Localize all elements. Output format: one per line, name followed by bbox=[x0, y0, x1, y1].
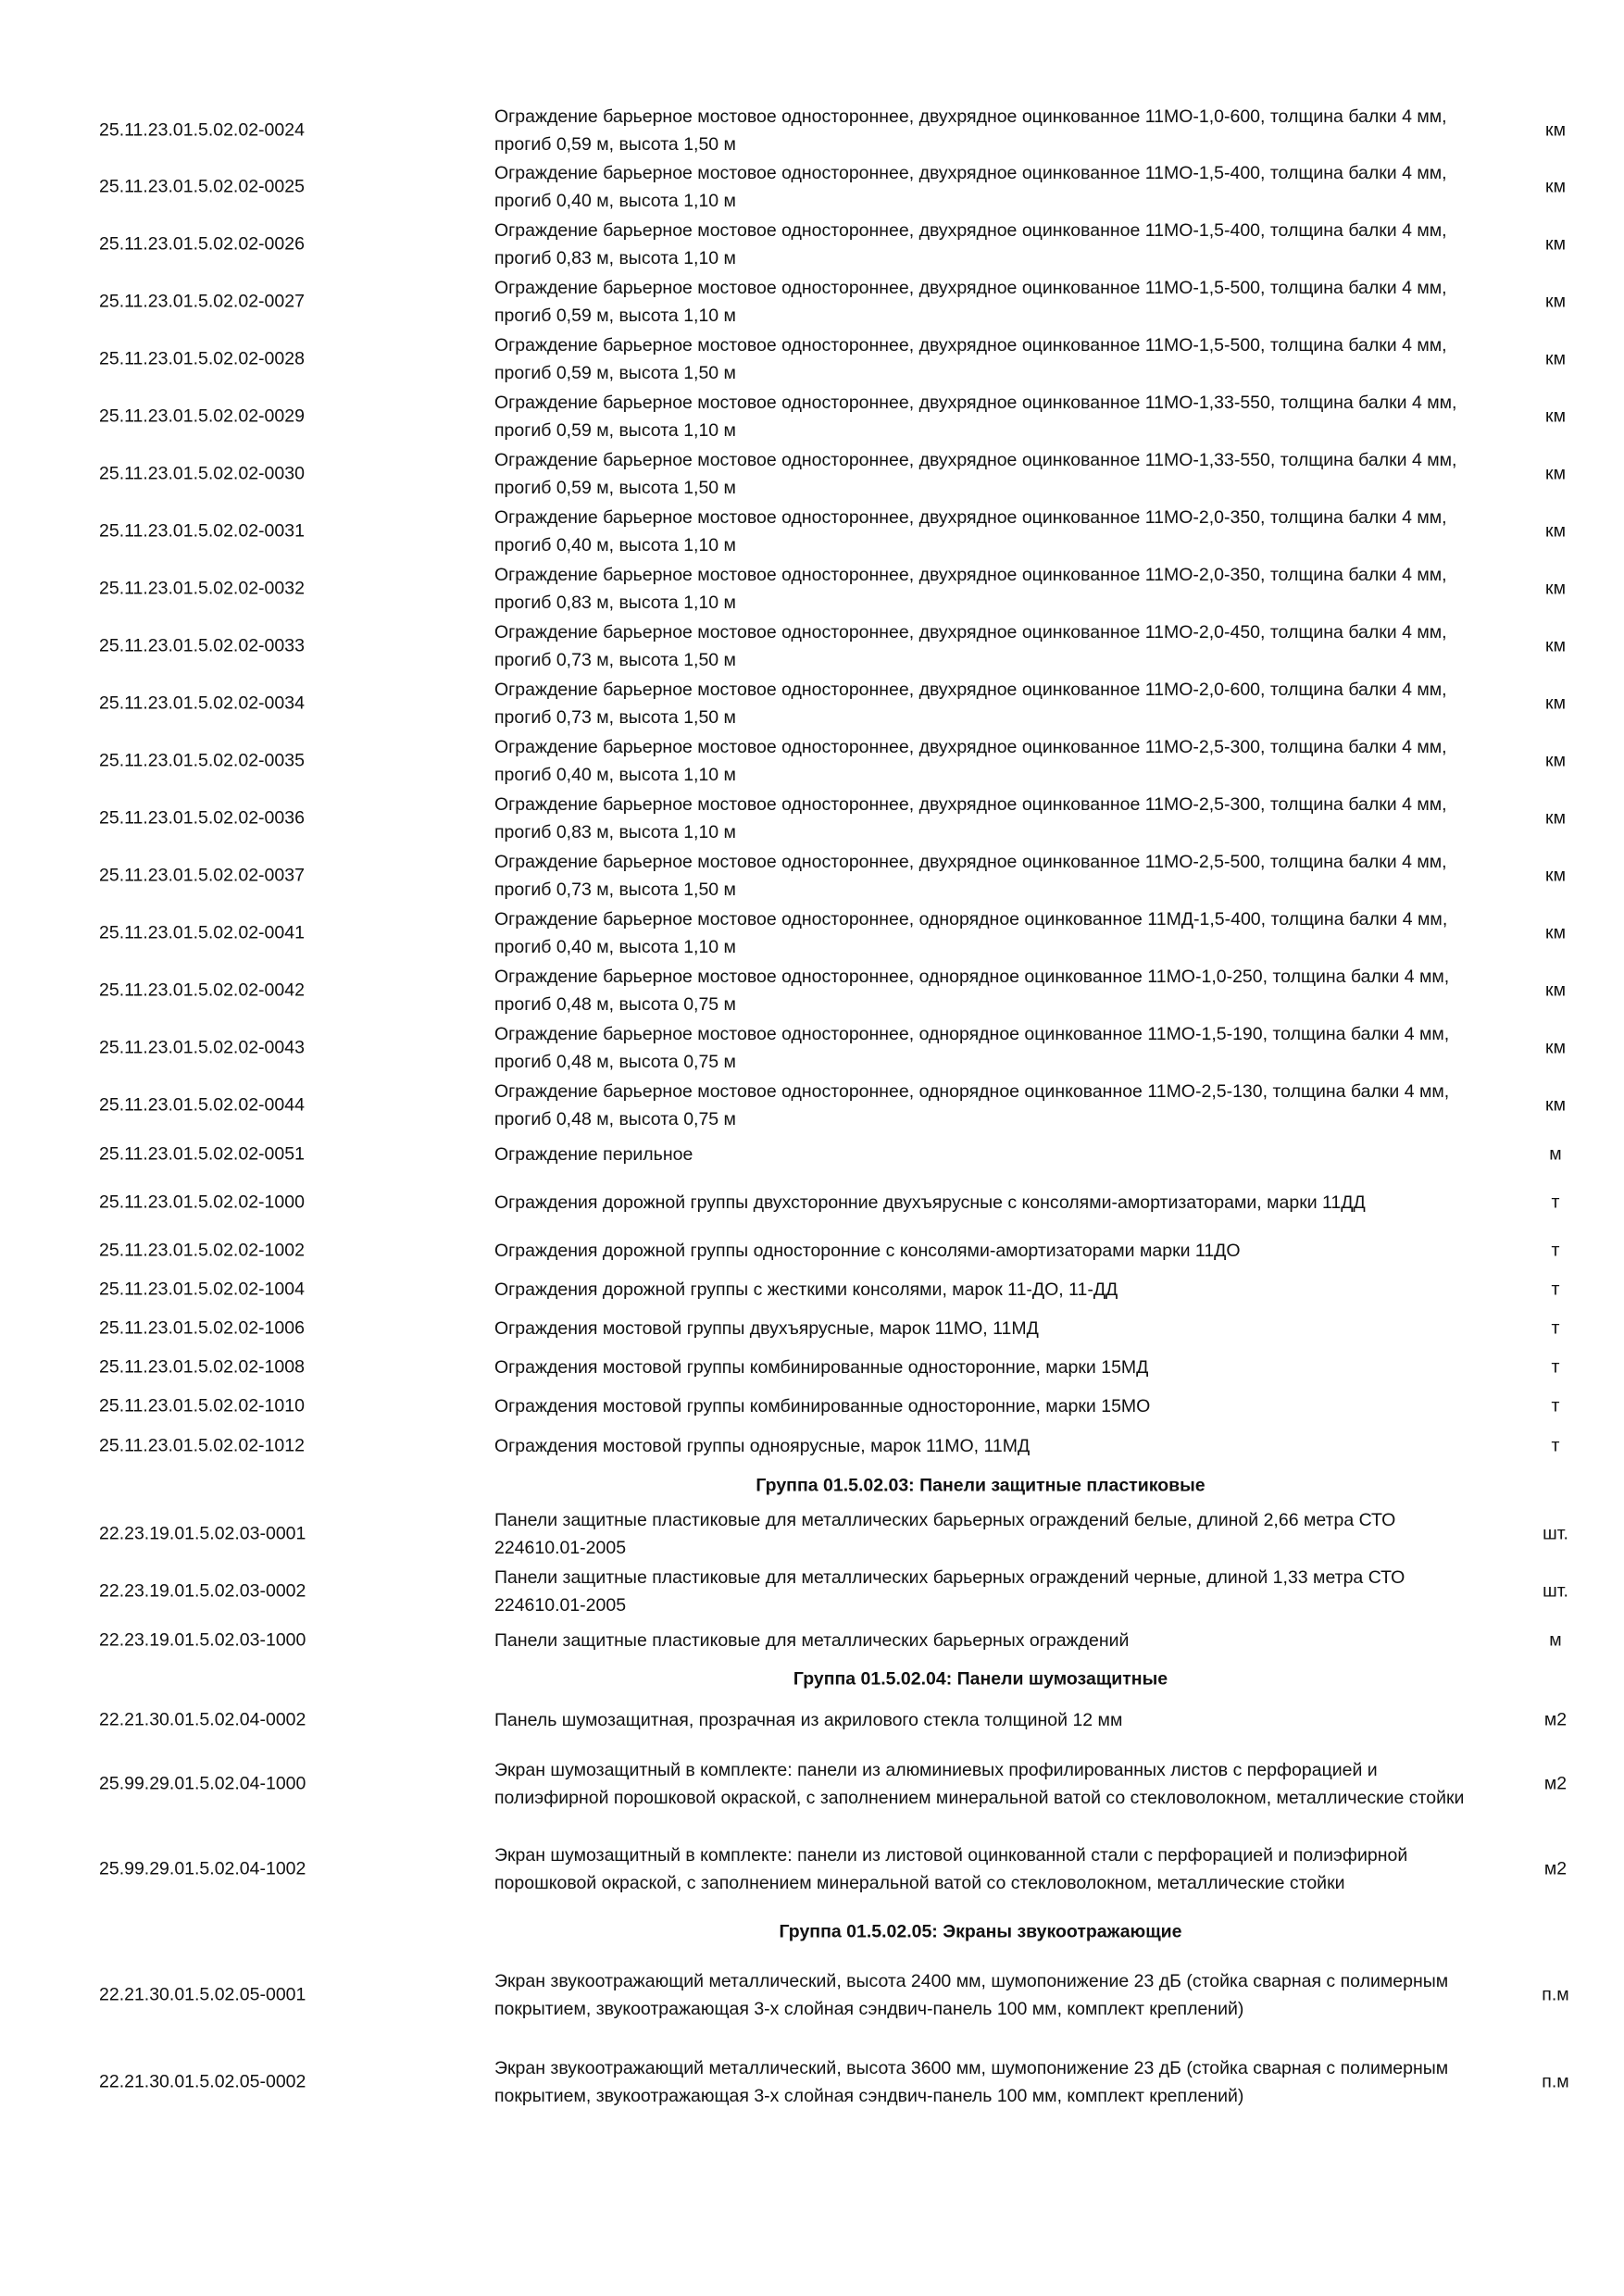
table-row bbox=[0, 560, 1624, 618]
item-unit: км bbox=[1545, 693, 1566, 714]
table-row bbox=[0, 102, 1624, 158]
table-row bbox=[0, 790, 1624, 847]
group-title: Группа 01.5.02.03: Панели защитные пластиковые bbox=[756, 1475, 1206, 1495]
item-code: 25.11.23.01.5.02.02-0037 bbox=[99, 865, 305, 886]
item-code: 25.11.23.01.5.02.02-0032 bbox=[99, 578, 305, 599]
item-code: 25.99.29.01.5.02.04-1002 bbox=[99, 1858, 306, 1879]
item-unit: км bbox=[1545, 807, 1566, 829]
group-title: Группа 01.5.02.04: Панели шумозащитные bbox=[793, 1668, 1168, 1690]
group-header-row bbox=[0, 1912, 1624, 1952]
item-description: Панель шумозащитная, прозрачная из акрилового стекла толщиной 12 мм bbox=[494, 1710, 1123, 1730]
item-description: Панели защитные пластиковые для металлических барьерных ограждений черные, длиной 1,33 метра СТО 224610.01-2005 bbox=[494, 1567, 1405, 1616]
item-code: 25.11.23.01.5.02.02-0041 bbox=[99, 922, 305, 943]
item-unit: т bbox=[1551, 1279, 1560, 1300]
table-row bbox=[0, 388, 1624, 445]
item-unit: км bbox=[1545, 520, 1566, 542]
table-row bbox=[0, 1699, 1624, 1741]
item-code: 25.11.23.01.5.02.02-0042 bbox=[99, 980, 305, 1001]
item-code: 25.99.29.01.5.02.04-1000 bbox=[99, 1773, 306, 1794]
item-unit: км bbox=[1545, 406, 1566, 427]
item-code: 25.11.23.01.5.02.02-0027 bbox=[99, 291, 305, 312]
item-unit: м bbox=[1549, 1629, 1562, 1650]
table-row bbox=[0, 445, 1624, 503]
item-unit: км bbox=[1545, 865, 1566, 886]
item-code: 25.11.23.01.5.02.02-0035 bbox=[99, 750, 305, 771]
item-code: 25.11.23.01.5.02.02-0031 bbox=[99, 520, 305, 542]
item-unit: м2 bbox=[1543, 1773, 1568, 1794]
item-description: Ограждение барьерное мостовое одностороннее, двухрядное оцинкованное 11МО-2,5-500, толщина балки 4 мм, прогиб 0,73 м, высота 1,50 м bbox=[494, 852, 1447, 900]
table-row bbox=[0, 1309, 1624, 1348]
item-description: Экран шумозащитный в комплекте: панели из алюминиевых профилированных листов с перфорацией и полиэфирной порошковой окраской, с заполнением минеральной ватой со стекловолокном, металлические стойки bbox=[494, 1760, 1465, 1808]
table-row bbox=[0, 732, 1624, 790]
item-unit: км bbox=[1545, 750, 1566, 771]
item-code: 22.21.30.01.5.02.04-0002 bbox=[99, 1709, 306, 1730]
item-unit: м bbox=[1549, 1143, 1562, 1164]
table-row bbox=[0, 618, 1624, 675]
item-unit: т bbox=[1551, 1356, 1560, 1378]
item-description: Ограждение барьерное мостовое одностороннее, двухрядное оцинкованное 11МО-1,0-600, толщина балки 4 мм, прогиб 0,59 м, высота 1,50 м bbox=[494, 106, 1447, 155]
item-unit: м2 bbox=[1543, 1858, 1568, 1879]
item-code: 22.23.19.01.5.02.03-0002 bbox=[99, 1580, 306, 1602]
item-code: 25.11.23.01.5.02.02-1012 bbox=[99, 1435, 305, 1455]
item-code: 25.11.23.01.5.02.02-1000 bbox=[99, 1192, 305, 1213]
table-row bbox=[0, 158, 1624, 216]
item-unit: шт. bbox=[1543, 1580, 1568, 1602]
item-unit: км bbox=[1545, 578, 1566, 599]
item-code: 25.11.23.01.5.02.02-0043 bbox=[99, 1037, 305, 1058]
item-code: 25.11.23.01.5.02.02-0024 bbox=[99, 119, 305, 140]
item-unit: км bbox=[1545, 980, 1566, 1001]
table-row bbox=[0, 1231, 1624, 1270]
item-unit: км bbox=[1545, 119, 1566, 140]
item-description: Ограждение барьерное мостовое одностороннее, двухрядное оцинкованное 11МО-1,5-400, толщина балки 4 мм, прогиб 0,83 м, высота 1,10 м bbox=[494, 220, 1447, 268]
item-description: Ограждение барьерное мостовое одностороннее, двухрядное оцинкованное 11МО-2,0-450, толщина балки 4 мм, прогиб 0,73 м, высота 1,50 м bbox=[494, 622, 1447, 670]
item-description: Ограждение барьерное мостовое одностороннее, двухрядное оцинкованное 11МО-1,5-500, толщина балки 4 мм, прогиб 0,59 м, высота 1,50 м bbox=[494, 335, 1447, 383]
table-row bbox=[0, 847, 1624, 905]
item-unit: т bbox=[1551, 1435, 1560, 1455]
item-code: 22.21.30.01.5.02.05-0002 bbox=[99, 2071, 306, 2092]
item-description: Ограждение барьерное мостовое одностороннее, двухрядное оцинкованное 11МО-2,0-600, толщина балки 4 мм, прогиб 0,73 м, высота 1,50 м bbox=[494, 680, 1447, 728]
item-description: Ограждения мостовой группы комбинированные односторонние, марки 15МД bbox=[494, 1357, 1149, 1378]
table-row bbox=[0, 675, 1624, 732]
item-code: 25.11.23.01.5.02.02-1004 bbox=[99, 1279, 305, 1300]
item-unit: км bbox=[1545, 922, 1566, 943]
table-row bbox=[0, 1348, 1624, 1387]
item-description: Экран звукоотражающий металлический, высота 3600 мм, шумопонижение 23 дБ (стойка сварная с полимерным покрытием, звукоотражающая 3-х слойная сэндвич-панель 100 мм, комплект креплений) bbox=[494, 2058, 1449, 2106]
item-description: Панели защитные пластиковые для металлических барьерных ограждений bbox=[494, 1629, 1130, 1651]
table-row bbox=[0, 273, 1624, 331]
item-unit: п.м bbox=[1542, 2071, 1569, 2092]
item-unit: т bbox=[1551, 1192, 1560, 1213]
table-row bbox=[0, 1387, 1624, 1426]
item-description: Ограждение барьерное мостовое одностороннее, двухрядное оцинкованное 11МО-1,5-500, толщина балки 4 мм, прогиб 0,59 м, высота 1,10 м bbox=[494, 278, 1447, 326]
item-description: Ограждение барьерное мостовое одностороннее, однорядное оцинкованное 11МО-1,5-190, толщина балки 4 мм, прогиб 0,48 м, высота 0,75 м bbox=[494, 1024, 1450, 1072]
item-description: Ограждения дорожной группы односторонние с консолями-амортизаторами марки 11ДО bbox=[494, 1241, 1241, 1261]
item-unit: шт. bbox=[1543, 1523, 1568, 1544]
table-row bbox=[0, 1563, 1624, 1620]
item-code: 25.11.23.01.5.02.02-0036 bbox=[99, 807, 305, 829]
item-description: Ограждение барьерное мостовое одностороннее, однорядное оцинкованное 11МД-1,5-400, толщина балки 4 мм, прогиб 0,40 м, высота 1,10 м bbox=[494, 909, 1448, 957]
item-code: 22.21.30.01.5.02.05-0001 bbox=[99, 1984, 306, 2005]
item-code: 25.11.23.01.5.02.02-0025 bbox=[99, 176, 305, 197]
table-row bbox=[0, 1741, 1624, 1827]
item-description: Ограждение барьерное мостовое одностороннее, однорядное оцинкованное 11МО-2,5-130, толщина балки 4 мм, прогиб 0,48 м, высота 0,75 м bbox=[494, 1081, 1450, 1129]
group-header-row bbox=[0, 1660, 1624, 1699]
table-row bbox=[0, 1134, 1624, 1174]
item-unit: п.м bbox=[1542, 1984, 1569, 2005]
group-title: Группа 01.5.02.05: Экраны звукоотражающие bbox=[779, 1921, 1182, 1941]
table-row bbox=[0, 1620, 1624, 1660]
item-description: Ограждения мостовой группы комбинированные односторонние, марки 15МО bbox=[494, 1396, 1151, 1416]
table-row bbox=[0, 1077, 1624, 1134]
item-code: 25.11.23.01.5.02.02-0051 bbox=[99, 1143, 305, 1164]
item-description: Ограждение барьерное мостовое одностороннее, двухрядное оцинкованное 11МО-2,5-300, толщина балки 4 мм, прогиб 0,83 м, высота 1,10 м bbox=[494, 794, 1447, 842]
item-code: 25.11.23.01.5.02.02-1006 bbox=[99, 1317, 305, 1339]
item-code: 25.11.23.01.5.02.02-1008 bbox=[99, 1356, 305, 1378]
item-unit: км bbox=[1545, 1037, 1566, 1058]
item-code: 25.11.23.01.5.02.02-0044 bbox=[99, 1094, 305, 1116]
item-description: Ограждение барьерное мостовое одностороннее, однорядное оцинкованное 11МО-1,0-250, толщина балки 4 мм, прогиб 0,48 м, высота 0,75 м bbox=[494, 967, 1450, 1015]
table-row bbox=[0, 331, 1624, 388]
table-row bbox=[0, 962, 1624, 1019]
table-row bbox=[0, 1270, 1624, 1309]
item-description: Экран звукоотражающий металлический, высота 2400 мм, шумопонижение 23 дБ (стойка сварная с полимерным покрытием, звукоотражающая 3-х слойная сэндвич-панель 100 мм, комплект креплений) bbox=[494, 1971, 1449, 2019]
item-description: Ограждение барьерное мостовое одностороннее, двухрядное оцинкованное 11МО-2,0-350, толщина балки 4 мм, прогиб 0,40 м, высота 1,10 м bbox=[494, 507, 1447, 555]
table-row bbox=[0, 1827, 1624, 1912]
table-row bbox=[0, 503, 1624, 560]
item-unit: т bbox=[1551, 1395, 1560, 1416]
table-row bbox=[0, 1952, 1624, 2039]
item-code: 25.11.23.01.5.02.02-0028 bbox=[99, 348, 305, 369]
item-description: Ограждения дорожной группы двухсторонние двухъярусные с консолями-амортизаторами, марки 11ДД bbox=[494, 1192, 1366, 1213]
item-unit: км bbox=[1545, 233, 1566, 255]
group-header-row bbox=[0, 1466, 1624, 1505]
table-row bbox=[0, 216, 1624, 273]
item-code: 25.11.23.01.5.02.02-0034 bbox=[99, 693, 305, 714]
table-row bbox=[0, 905, 1624, 962]
item-code: 25.11.23.01.5.02.02-1002 bbox=[99, 1240, 305, 1261]
price-list-table bbox=[0, 102, 1624, 2126]
item-unit: км bbox=[1545, 176, 1566, 197]
item-description: Ограждения дорожной группы с жесткими консолями, марок 11-ДО, 11-ДД bbox=[494, 1279, 1118, 1300]
item-unit: т bbox=[1551, 1240, 1560, 1261]
item-description: Экран шумозащитный в комплекте: панели из листовой оцинкованной стали с перфорацией и полиэфирной порошковой окраской, с заполнением минеральной ватой со стекловолокном, металлические стойки bbox=[494, 1845, 1408, 1893]
item-unit: км bbox=[1545, 463, 1566, 484]
item-description: Ограждения мостовой группы одноярусные, марок 11МО, 11МД bbox=[494, 1435, 1031, 1456]
item-code: 25.11.23.01.5.02.02-1010 bbox=[99, 1395, 305, 1416]
item-description: Ограждение барьерное мостовое одностороннее, двухрядное оцинкованное 11МО-2,5-300, толщина балки 4 мм, прогиб 0,40 м, высота 1,10 м bbox=[494, 737, 1447, 785]
item-description: Ограждение перильное bbox=[494, 1143, 693, 1165]
item-description: Панели защитные пластиковые для металлических барьерных ограждений белые, длиной 2,66 метра СТО 224610.01-2005 bbox=[494, 1510, 1396, 1558]
table-row bbox=[0, 1019, 1624, 1077]
table-row bbox=[0, 1426, 1624, 1466]
item-unit: км bbox=[1545, 348, 1566, 369]
item-unit: м2 bbox=[1543, 1709, 1568, 1730]
item-code: 22.23.19.01.5.02.03-0001 bbox=[99, 1523, 306, 1544]
item-description: Ограждение барьерное мостовое одностороннее, двухрядное оцинкованное 11МО-1,33-550, толщина балки 4 мм, прогиб 0,59 м, высота 1,10 м bbox=[494, 393, 1457, 441]
item-code: 25.11.23.01.5.02.02-0030 bbox=[99, 463, 305, 484]
item-code: 25.11.23.01.5.02.02-0026 bbox=[99, 233, 305, 255]
item-unit: км bbox=[1545, 635, 1566, 656]
item-description: Ограждение барьерное мостовое одностороннее, двухрядное оцинкованное 11МО-2,0-350, толщина балки 4 мм, прогиб 0,83 м, высота 1,10 м bbox=[494, 565, 1447, 613]
item-unit: км bbox=[1545, 291, 1566, 312]
item-description: Ограждение барьерное мостовое одностороннее, двухрядное оцинкованное 11МО-1,5-400, толщина балки 4 мм, прогиб 0,40 м, высота 1,10 м bbox=[494, 163, 1447, 211]
item-code: 25.11.23.01.5.02.02-0029 bbox=[99, 406, 305, 427]
item-unit: км bbox=[1545, 1094, 1566, 1116]
table-row bbox=[0, 1174, 1624, 1231]
table-row bbox=[0, 1505, 1624, 1563]
item-description: Ограждения мостовой группы двухъярусные, марок 11МО, 11МД bbox=[494, 1318, 1039, 1339]
item-description: Ограждение барьерное мостовое одностороннее, двухрядное оцинкованное 11МО-1,33-550, толщина балки 4 мм, прогиб 0,59 м, высота 1,50 м bbox=[494, 450, 1457, 498]
table-row bbox=[0, 2039, 1624, 2126]
item-code: 22.23.19.01.5.02.03-1000 bbox=[99, 1629, 306, 1650]
item-unit: т bbox=[1551, 1317, 1560, 1339]
item-code: 25.11.23.01.5.02.02-0033 bbox=[99, 635, 305, 656]
